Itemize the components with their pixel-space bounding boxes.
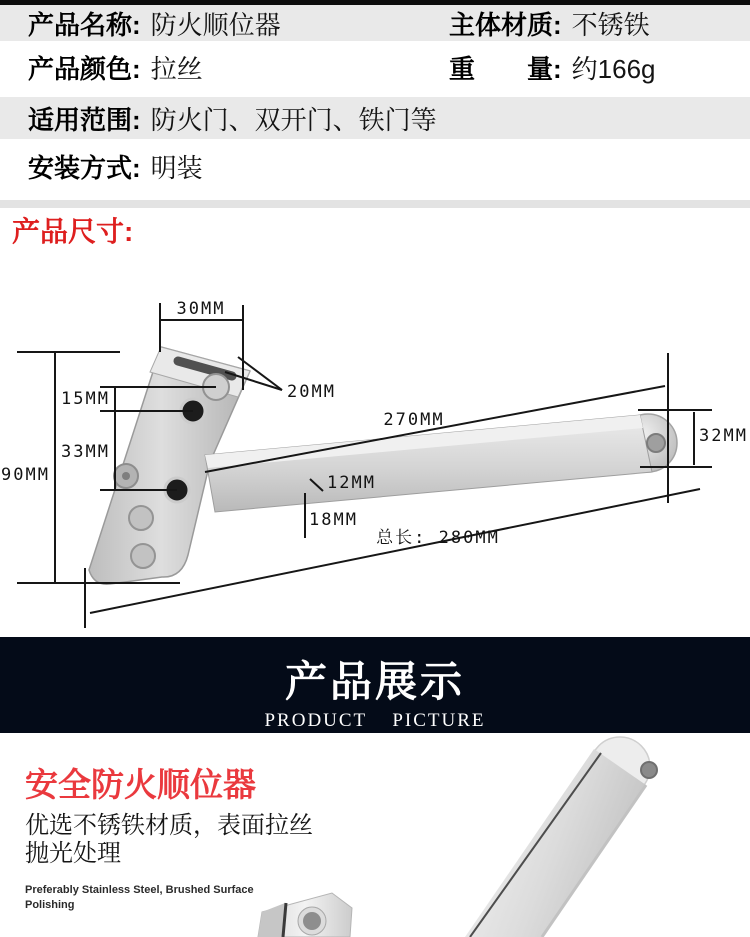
section-banner bbox=[0, 637, 750, 733]
spec-cell-product-name bbox=[28, 5, 281, 41]
spec-value: 防火门、双开门、铁门等 bbox=[150, 104, 437, 135]
dim-label-15mm: 15MM bbox=[61, 389, 110, 409]
spec-label: 安装方式: bbox=[28, 152, 141, 183]
spec-cell-scope bbox=[28, 97, 437, 139]
photo-roller-pin bbox=[641, 762, 657, 778]
product-shape bbox=[89, 347, 677, 584]
spec-cell-install bbox=[28, 141, 203, 191]
section-divider bbox=[0, 200, 750, 208]
spec-cell-material bbox=[449, 5, 650, 41]
photo-arm bbox=[465, 737, 657, 937]
dim-label-30mm: 30MM bbox=[176, 299, 226, 319]
showcase-description-line1: 优选不锈铁材质，表面拉丝 bbox=[25, 812, 313, 839]
dim-label-90mm: 90MM bbox=[1, 465, 50, 485]
spec-value: 明装 bbox=[150, 152, 203, 183]
dim-label-33mm: 33MM bbox=[61, 442, 110, 462]
dim-label-18mm: 18MM bbox=[309, 510, 358, 530]
dim-label-270mm: 270MM bbox=[383, 410, 445, 430]
plate-rivet-2 bbox=[131, 544, 155, 568]
showcase-title: 安全防火顺位器 bbox=[25, 766, 256, 803]
plate-rivet-1 bbox=[129, 506, 153, 530]
spec-label: 适用范围: bbox=[28, 104, 141, 135]
spec-value: 拉丝 bbox=[150, 54, 203, 84]
showcase-description-line2: 抛光处理 bbox=[25, 840, 121, 867]
plate-screw-center bbox=[122, 472, 130, 480]
banner-subtitle: PRODUCT PICTURE bbox=[264, 710, 486, 731]
spec-cell-weight bbox=[449, 41, 656, 94]
dim-label-32mm: 32MM bbox=[699, 426, 748, 446]
spec-row-name-material bbox=[0, 5, 750, 41]
spec-label: 产品颜色: bbox=[28, 54, 141, 84]
banner-title: 产品展示 bbox=[284, 658, 465, 705]
showcase-section bbox=[0, 733, 750, 937]
spec-row-color-weight bbox=[0, 41, 750, 94]
showcase-note-line2: Polishing bbox=[25, 899, 75, 911]
spec-label: 重 量: bbox=[449, 54, 562, 84]
spec-value: 不锈铁 bbox=[571, 9, 650, 40]
spec-value: 防火顺位器 bbox=[150, 9, 281, 40]
spec-label: 主体材质: bbox=[449, 9, 562, 40]
spec-row-scope bbox=[0, 97, 750, 139]
spec-cell-color bbox=[28, 41, 203, 94]
spec-row-install bbox=[0, 141, 750, 191]
dim-label-total-280mm: 总长: 280MM bbox=[376, 528, 500, 548]
dimension-diagram bbox=[0, 250, 750, 637]
product-size-heading: 产品尺寸: bbox=[12, 216, 134, 247]
spec-value: 约166g bbox=[571, 54, 656, 84]
showcase-note-line1: Preferably Stainless Steel, Brushed Surface bbox=[25, 884, 254, 896]
spec-label: 产品名称: bbox=[28, 9, 141, 40]
dim-label-20mm: 20MM bbox=[287, 382, 336, 402]
dim-label-12mm: 12MM bbox=[327, 473, 376, 493]
photo-bracket bbox=[258, 893, 352, 937]
roller-pin bbox=[647, 434, 665, 452]
